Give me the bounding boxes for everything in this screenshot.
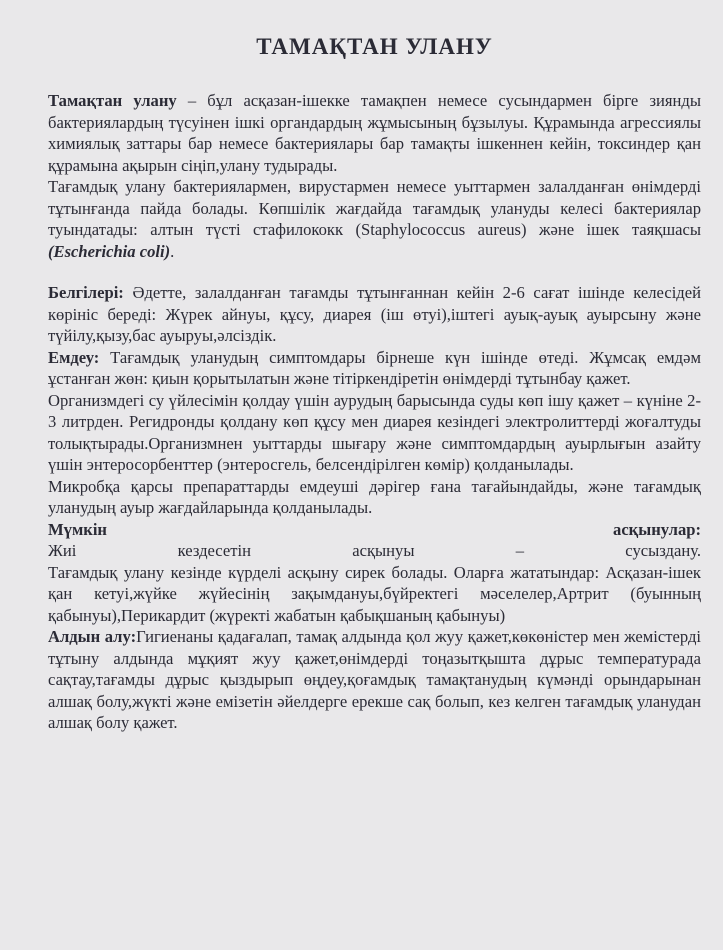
treatment-paragraph-2: Организмдегі су үйлесімін қолдау үшін аурудың барысында суды көп ішу қажет – күніне 2-3 литрден. Регидронды қолдану көп құсу мен диарея кезіндегі электролиттерді жоғалтуды толықтырады.Организмнен уыттарды шығару және симптомдардың ауырлығын азайту үшін энтеросорбенттер (энтеросгель, белсендірілген көмір) қолданылады.	[48, 390, 701, 474]
definition-paragraph	[48, 90, 701, 176]
signs-text: Әдетте, залалданған тағамды тұтынғаннан кейін 2-6 сағат ішінде келесідей көрініс береді: Жүрек айнуы, құсу, диарея (іш өтуі),іштегі ауық-ауық ауырсыну және түйілу,қызу,бас ауыруы,әлсіздік.	[48, 283, 701, 345]
prevention-text: Гигиенаны қадағалап, тамақ алдында қол жуу қажет,көкөністер мен жемістерді тұтыну алдында мұқият жуу қажет,өнімдерді тоңазытқышта дұрыс температурада сақтау,тағамды дұрыс қыздырып өңдеу,қоғамдық тамақтанудың күмәнді орындарынан алшақ болу,жүкті және емізетін әйелдерге ерекше сақ болып, кез келген тағамдық уланудан алшақ болу қажет.	[48, 627, 701, 732]
cause-end: .	[170, 241, 175, 261]
definition-term: Тамақтан улану	[48, 91, 177, 110]
definition-text: – бұл асқазан-ішекке тамақпен немесе сусындармен бірге зиянды бактериялардың түсуінен ішкі органдардың жұмысының бұзылуы. Құрамында агрессиялы химиялық заттары бар немесе бактериялары бар тамақты ішкеннен кейін, токсиндер қан құрамына ақырын сіңіп,улану тудырады.	[48, 91, 701, 175]
treatment-section	[48, 347, 701, 519]
intro-section	[48, 90, 701, 262]
section-gap	[48, 262, 701, 282]
page-title: ТАМАҚТАН УЛАНУ	[256, 34, 493, 59]
signs-section	[48, 282, 701, 347]
cause-text: Тағамдық улану бактериялармен, вирустармен немесе уыттармен залалданған өнімдерді тұтынғанда пайда болады. Көпшілік жағдайда тағамдық улануды келесі бактериялар туындатады: алтын түсті стафилококк (Staphylococcus aureus) және ішек таяқшасы	[48, 177, 701, 239]
prevention-section	[48, 626, 701, 734]
complications-heading	[48, 519, 701, 541]
treatment-text: Тағамдық уланудың симптомдары бірнеше күн ішінде өтеді. Жұмсақ емдәм ұстанған жөн: қиын қорытылатын және тітіркендіретін өнімдерді тұтынбау қажет.	[48, 347, 701, 388]
complications-label-a: Мүмкін	[48, 519, 107, 539]
treatment-paragraph-3: Микробқа қарсы препараттарды емдеуші дәрігер ғана тағайындайды, және тағамдық уланудың ауыр жағдайларында қолданылады.	[48, 476, 701, 517]
cause-paragraph	[48, 176, 701, 262]
prevention-label: Алдын алу:	[48, 627, 137, 646]
complications-paragraph: Тағамдық улану кезінде күрделі асқыну сирек болады. Оларға жататындар: Асқазан-ішек қан кетуі,жүйке жүйесінің зақымдануы,бүйректегі мәселелер,Артрит (буынның қабынуы),Перикардит (жүректі жабатын қабықшаның қабынуы)	[48, 562, 701, 625]
prevention-paragraph	[48, 626, 701, 734]
treatment-label: Емдеу:	[48, 347, 100, 367]
complications-line-1: Жиі кездесетін асқынуы – сусыздану.	[48, 541, 701, 560]
signs-label: Белгілері:	[48, 283, 124, 302]
treatment-paragraph	[48, 347, 701, 390]
complications-section	[48, 519, 701, 627]
cause-italic: (Escherichia coli)	[48, 241, 171, 261]
signs-paragraph	[48, 282, 701, 347]
complications-label-b: асқынулар:	[613, 519, 701, 539]
